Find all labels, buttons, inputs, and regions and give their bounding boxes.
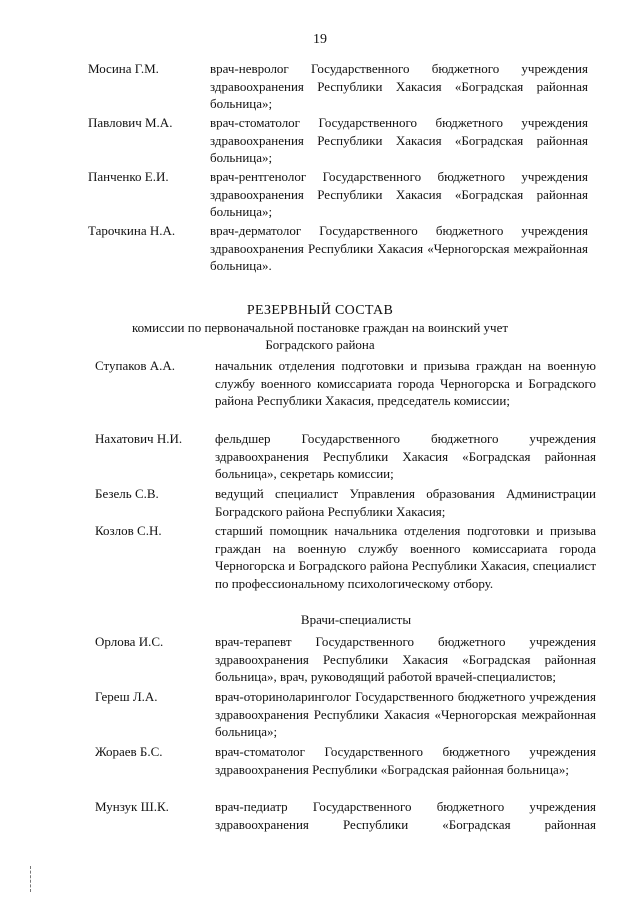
person-position: начальник отделения подготовки и призыва граждан на военную службу военного комиссариата города Черногорска и Боградского района Республики Хакасия, председатель комиссии;: [215, 358, 596, 408]
person-name: Мунзук Ш.К.: [95, 799, 169, 814]
person-position: врач-стоматолог Государственного бюджетного учреждения здравоохранения Республики Хакасия «Боградская районная больница»;: [210, 115, 588, 165]
person-position: врач-стоматолог Государственного бюджетного учреждения здравоохранения Республики «Боградская районная больница»;: [215, 744, 596, 777]
person-position: врач-рентгенолог Государственного бюджетного учреждения здравоохранения Республики Хакасия «Боградская районная больница»;: [210, 169, 588, 219]
person-name: Мосина Г.М.: [88, 61, 159, 76]
person-name: Безель С.В.: [95, 486, 159, 501]
person-position: врач-педиатр Государственного бюджетного учреждения здравоохранения Республики «Боградская районная: [215, 799, 596, 832]
person-position: врач-невролог Государственного бюджетного учреждения здравоохранения Республики Хакасия «Боградская районная больница»;: [210, 61, 588, 111]
person-position: врач-оториноларинголог Государственного бюджетного учреждения здравоохранения Республики Хакасия «Черногорская межрайонная больница»;: [215, 689, 596, 739]
person-position: ведущий специалист Управления образования Администрации Боградского района Республики Хакасия;: [215, 486, 596, 519]
page-number: 19: [313, 32, 327, 47]
subsection-title: Врачи-специалисты: [300, 612, 412, 627]
person-name: Козлов С.Н.: [95, 523, 162, 538]
person-name: Тарочкина Н.А.: [88, 223, 176, 238]
section-title: РЕЗЕРВНЫЙ СОСТАВ: [246, 303, 394, 318]
person-position: старший помощник начальника отделения подготовки и призыва граждан на военную службу военного комиссариата города Черногорска и Боградского района Республики Хакасия, специалист по профессиональному психологическому отбору.: [215, 523, 596, 591]
person-position: врач-дерматолог Государственного бюджетного учреждения здравоохранения Республики Хакасия «Черногорская межрайонная больница».: [210, 223, 588, 273]
section-subtitle: комиссии по первоначальной постановке граждан на воинский учет: [131, 320, 509, 335]
scan-margin-mark: [30, 866, 37, 892]
section-subtitle: Боградского района: [265, 337, 375, 352]
person-name: Жораев Б.С.: [95, 744, 163, 759]
person-name: Орлова И.С.: [95, 634, 164, 649]
person-position: врач-терапевт Государственного бюджетного учреждения здравоохранения Республики Хакасия «Боградская районная больница», врач, руководящий работой врачей-специалистов;: [215, 634, 596, 684]
person-name: Ступаков А.А.: [95, 358, 176, 373]
person-position: фельдшер Государственного бюджетного учреждения здравоохранения Республики Хакасия «Боградская районная больница», секретарь комиссии;: [215, 431, 596, 481]
person-name: Нахатович Н.И.: [95, 431, 183, 446]
person-name: Гереш Л.А.: [95, 689, 158, 704]
person-name: Павлович М.А.: [88, 115, 173, 130]
person-name: Панченко Е.И.: [88, 169, 169, 184]
